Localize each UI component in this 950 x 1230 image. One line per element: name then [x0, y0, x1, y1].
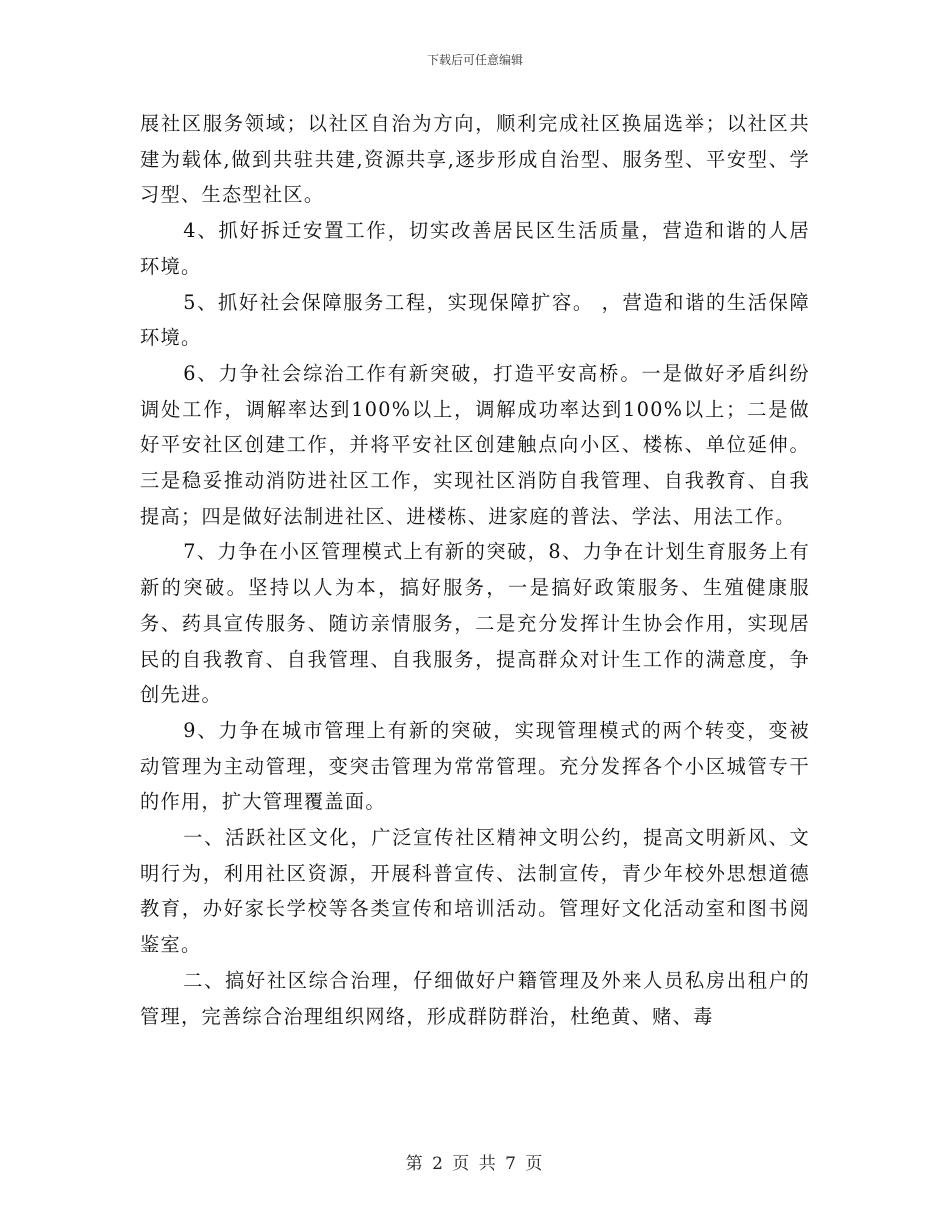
- paragraph-continuation: 展社区服务领域；以社区自治为方向，顺利完成社区换届选举；以社区共建为载体,做到共驻共建,资源共享,逐步形成自治型、服务型、平安型、学习型、生态型社区。: [140, 112, 810, 207]
- document-body: [140, 106, 810, 1034]
- page-header-note: 下载后可任意编辑: [426, 53, 523, 67]
- page-number: 第 2 页 共 7 页: [405, 1154, 545, 1174]
- paragraph-section-1: 一、活跃社区文化，广泛宣传社区精神文明公约，提高文明新风、文明行为，利用社区资源，开展科普宣传、法制宣传，青少年校外思想道德教育，办好家长学校等各类宣传和培训活动。管理好文化活动室和图书阅鉴室。: [140, 826, 810, 957]
- paragraph-section-2: 二、搞好社区综合治理，仔细做好户籍管理及外来人员私房出租户的管理，完善综合治理组织网络，形成群防群治，杜绝黄、赌、毒: [140, 968, 810, 1028]
- paragraph-item-5: 5、抓好社会保障服务工程，实现保障扩容。 ，营造和谐的生活保障环境。: [140, 290, 810, 350]
- paragraph-item-6: 6、力争社会综治工作有新突破，打造平安高桥。一是做好矛盾纠纷调处工作，调解率达到100%以上，调解成功率达到100%以上；二是做好平安社区创建工作，并将平安社区创建触点向小区、楼栋、单位延伸。三是稳妥推动消防进社区工作，实现社区消防自我管理、自我教育、自我提高；四是做好法制进社区、进楼栋、进家庭的普法、学法、用法工作。: [140, 361, 810, 528]
- paragraph-item-4: 4、抓好拆迁安置工作，切实改善居民区生活质量，营造和谐的人居环境。: [140, 219, 810, 278]
- paragraph-item-7-8: 7、力争在小区管理模式上有新的突破，8、力争在计划生育服务上有新的突破。坚持以人为本，搞好服务，一是搞好政策服务、生殖健康服务、药具宣传服务、随访亲情服务，二是充分发挥计生协会作用，实现居民的自我教育、自我管理、自我服务，提高群众对计生工作的满意度，争创先进。: [140, 540, 810, 707]
- paragraph-item-9: 9、力争在城市管理上有新的突破，实现管理模式的两个转变，变被动管理为主动管理，变突击管理为常常管理。充分发挥各个小区城管专干的作用，扩大管理覆盖面。: [140, 718, 810, 814]
